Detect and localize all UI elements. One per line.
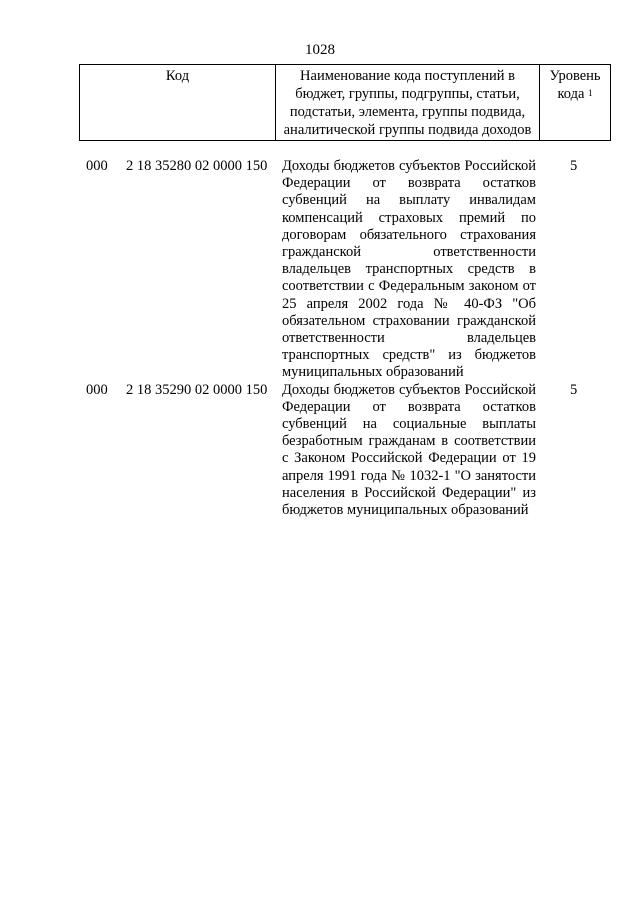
page-number: 1028 xyxy=(305,42,335,58)
admin-code: 000 xyxy=(86,381,108,398)
row-level: 5 xyxy=(570,381,578,398)
header-level-label: Уровень кода xyxy=(549,68,601,102)
table-header xyxy=(79,64,611,141)
header-name: Наименование кода поступлений в бюджет, группы, подгруппы, статьи, подстатьи, элемента, группы подвида, аналитической группы подвида доходов xyxy=(276,65,540,141)
admin-code: 000 xyxy=(86,158,108,174)
header-row xyxy=(80,65,611,141)
budget-code: 2 18 35280 02 0000 150 xyxy=(126,158,268,174)
table-row xyxy=(86,382,606,520)
row-description: Доходы бюджетов субъектов Российской Федерации от возврата остатков субвенций на социальные выплаты безработным гражданам в соответствии с Законом Российской Федерации от 19 апреля 1991 года № 1032-1 "О занятости населения в Российской Федерации" из бюджетов муниципальных образований xyxy=(282,381,536,519)
row-description: Доходы бюджетов субъектов Российской Федерации от возврата остатков субвенций на выплату инвалидам компенсаций страховых премий по договорам обязательного страхования гражданской ответственности владельцев транспортных средств в соответствии с Федеральным законом от 25 апреля 2002 года № 40-ФЗ "Об обязательном страховании гражданской ответственности владельцев транспортных средств" из бюджетов муниципальных образований xyxy=(282,158,536,381)
header-code: Код xyxy=(80,65,276,141)
header-level xyxy=(540,65,611,141)
budget-code: 2 18 35290 02 0000 150 xyxy=(126,381,268,398)
footnote-marker: 1 xyxy=(588,88,593,98)
table-body xyxy=(86,158,606,519)
row-level: 5 xyxy=(570,158,578,174)
table-row xyxy=(86,158,606,382)
